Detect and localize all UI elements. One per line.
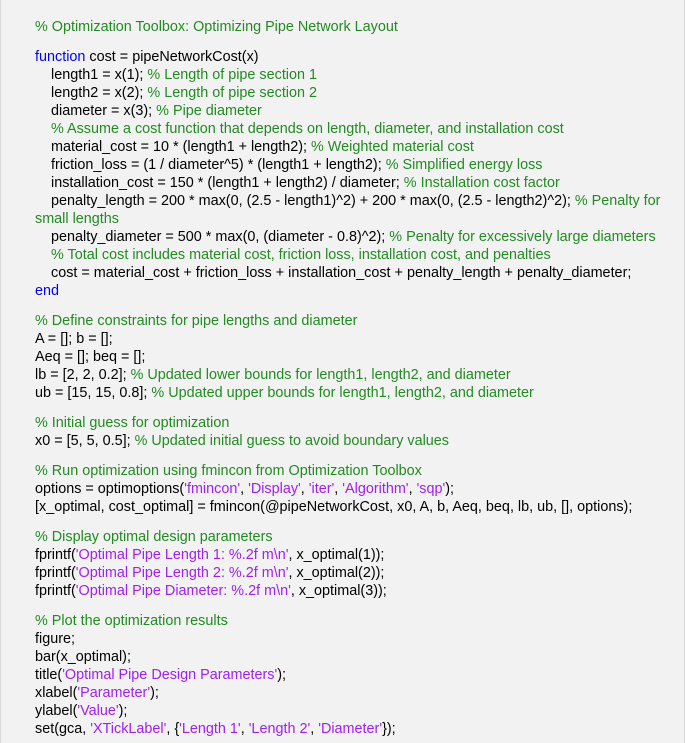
code-text: friction_loss = (1 / diameter^5) * (length1 + length2); xyxy=(51,157,386,173)
code-line xyxy=(35,282,674,300)
code-text: cost = material_cost + friction_loss + installation_cost + penalty_length + penalty_diameter; xyxy=(51,265,632,281)
code-line xyxy=(35,630,674,648)
string-literal: 'Length 2' xyxy=(248,721,311,737)
comment: % Optimization Toolbox: Optimizing Pipe Network Layout xyxy=(35,19,398,35)
code-line xyxy=(35,462,674,480)
code-text: ylabel( xyxy=(35,703,78,719)
blank-line xyxy=(35,36,674,48)
code-line xyxy=(35,66,674,84)
comment: % Penalty for xyxy=(574,193,661,209)
code-line xyxy=(35,432,674,450)
blank-line xyxy=(35,516,674,528)
string-literal: 'Display' xyxy=(248,481,301,497)
string-literal: 'sqp' xyxy=(416,481,446,497)
code-text: bar(x_optimal); xyxy=(35,649,131,665)
code-text: , xyxy=(310,721,319,737)
code-text: fprintf( xyxy=(35,583,76,599)
blank-line xyxy=(35,450,674,462)
string-literal: 'fmincon' xyxy=(184,481,241,497)
string-literal: 'Parameter' xyxy=(77,685,151,701)
keyword: function xyxy=(35,49,86,65)
comment: % Length of pipe section 1 xyxy=(147,67,318,83)
string-literal: 'Length 1' xyxy=(179,721,241,737)
code-line xyxy=(35,498,674,516)
code-text: x0 = [5, 5, 0.5]; xyxy=(35,433,135,449)
code-text: , xyxy=(300,481,309,497)
code-text: ub = [15, 15, 0.8]; xyxy=(35,385,152,401)
code-line xyxy=(35,648,674,666)
code-text: , xyxy=(334,481,343,497)
comment: % Initial guess for optimization xyxy=(35,415,230,431)
code-text: , xyxy=(240,721,249,737)
string-literal: 'Algorithm' xyxy=(342,481,409,497)
code-line xyxy=(35,684,674,702)
comment: % Plot the optimization results xyxy=(35,613,228,629)
string-literal: 'Diameter' xyxy=(318,721,383,737)
code-text: installation_cost = 150 * (length1 + length2) / diameter; xyxy=(51,175,404,191)
comment: % Weighted material cost xyxy=(311,139,474,155)
code-text: options = optimoptions( xyxy=(35,481,185,497)
code-text: set(gca, xyxy=(35,721,91,737)
code-text: A = []; b = []; xyxy=(35,331,113,347)
blank-line xyxy=(35,402,674,414)
comment: small lengths xyxy=(35,211,119,227)
code-text: , xyxy=(408,481,417,497)
code-text: ); xyxy=(445,481,455,497)
blank-line xyxy=(35,300,674,312)
string-literal: 'Optimal Pipe Diameter: %.2f m\n' xyxy=(75,583,291,599)
code-text: length2 = x(2); xyxy=(51,85,148,101)
code-line xyxy=(35,330,674,348)
code-text: fprintf( xyxy=(35,565,76,581)
code-line xyxy=(35,192,674,210)
code-line xyxy=(35,720,674,738)
code-text: , { xyxy=(166,721,180,737)
comment: % Updated upper bounds for length1, length2, and diameter xyxy=(151,385,534,401)
code-text: penalty_length = 200 * max(0, (2.5 - length1)^2) + 200 * max(0, (2.5 - length2)^2); xyxy=(51,193,575,209)
code-text: material_cost = 10 * (length1 + length2); xyxy=(51,139,311,155)
code-line xyxy=(35,174,674,192)
code-text: xlabel( xyxy=(35,685,78,701)
code-line xyxy=(35,84,674,102)
code-text: penalty_diameter = 500 * max(0, (diameter - 0.8)^2); xyxy=(51,229,390,245)
string-literal: 'XTickLabel' xyxy=(90,721,167,737)
code-line xyxy=(35,48,674,66)
code-line xyxy=(35,528,674,546)
code-text: , x_optimal(3)); xyxy=(290,583,387,599)
code-line xyxy=(35,564,674,582)
code-line xyxy=(35,102,674,120)
string-literal: 'Value' xyxy=(77,703,119,719)
code-line xyxy=(35,666,674,684)
code-line xyxy=(35,156,674,174)
blank-line xyxy=(35,600,674,612)
string-literal: 'Optimal Pipe Length 2: %.2f m\n' xyxy=(75,565,289,581)
code-text: length1 = x(1); xyxy=(51,67,148,83)
code-text: Aeq = []; beq = []; xyxy=(35,349,146,365)
code-line xyxy=(35,612,674,630)
comment: % Total cost includes material cost, friction loss, installation cost, and penalties xyxy=(51,247,551,263)
string-literal: 'Optimal Pipe Length 1: %.2f m\n' xyxy=(75,547,289,563)
code-line xyxy=(35,582,674,600)
code-line-wrapped xyxy=(35,210,674,228)
comment: % Updated lower bounds for length1, length2, and diameter xyxy=(130,367,511,383)
comment: % Define constraints for pipe lengths and diameter xyxy=(35,313,358,329)
comment: % Assume a cost function that depends on length, diameter, and installation cost xyxy=(51,121,564,137)
code-line xyxy=(35,366,674,384)
code-text: ); xyxy=(277,667,287,683)
code-text: , x_optimal(2)); xyxy=(288,565,385,581)
string-literal: 'Optimal Pipe Design Parameters' xyxy=(62,667,278,683)
code-line xyxy=(35,384,674,402)
keyword: end xyxy=(35,283,60,299)
code-text: title( xyxy=(35,667,63,683)
string-literal: 'iter' xyxy=(308,481,335,497)
code-line xyxy=(35,264,674,282)
code-text: figure; xyxy=(35,631,75,647)
code-text: [x_optimal, cost_optimal] = fmincon(@pipeNetworkCost, x0, A, b, Aeq, beq, lb, ub, [], options); xyxy=(35,499,633,515)
comment: % Simplified energy loss xyxy=(385,157,543,173)
code-line xyxy=(35,414,674,432)
code-line xyxy=(35,546,674,564)
code-text: }); xyxy=(382,721,396,737)
code-line xyxy=(35,348,674,366)
code-text: , xyxy=(240,481,249,497)
code-text: ); xyxy=(150,685,159,701)
code-line xyxy=(35,138,674,156)
comment: % Penalty for excessively large diameters xyxy=(389,229,656,245)
code-text: ); xyxy=(118,703,128,719)
comment: % Display optimal design parameters xyxy=(35,529,273,545)
code-text: fprintf( xyxy=(35,547,76,563)
comment: % Updated initial guess to avoid boundary values xyxy=(134,433,450,449)
code-text: , x_optimal(1)); xyxy=(288,547,385,563)
code-line xyxy=(35,312,674,330)
comment: % Pipe diameter xyxy=(156,103,262,119)
comment: % Length of pipe section 2 xyxy=(147,85,318,101)
code-line xyxy=(35,702,674,720)
code-line xyxy=(35,246,674,264)
code-line xyxy=(35,228,674,246)
comment: % Run optimization using fmincon from Optimization Toolbox xyxy=(35,463,422,479)
code-line xyxy=(35,120,674,138)
code-text: diameter = x(3); xyxy=(51,103,157,119)
code-text: lb = [2, 2, 0.2]; xyxy=(35,367,131,383)
comment: % Installation cost factor xyxy=(403,175,560,191)
code-line xyxy=(35,480,674,498)
code-line xyxy=(35,18,674,36)
code-text: cost = pipeNetworkCost(x) xyxy=(85,49,259,65)
